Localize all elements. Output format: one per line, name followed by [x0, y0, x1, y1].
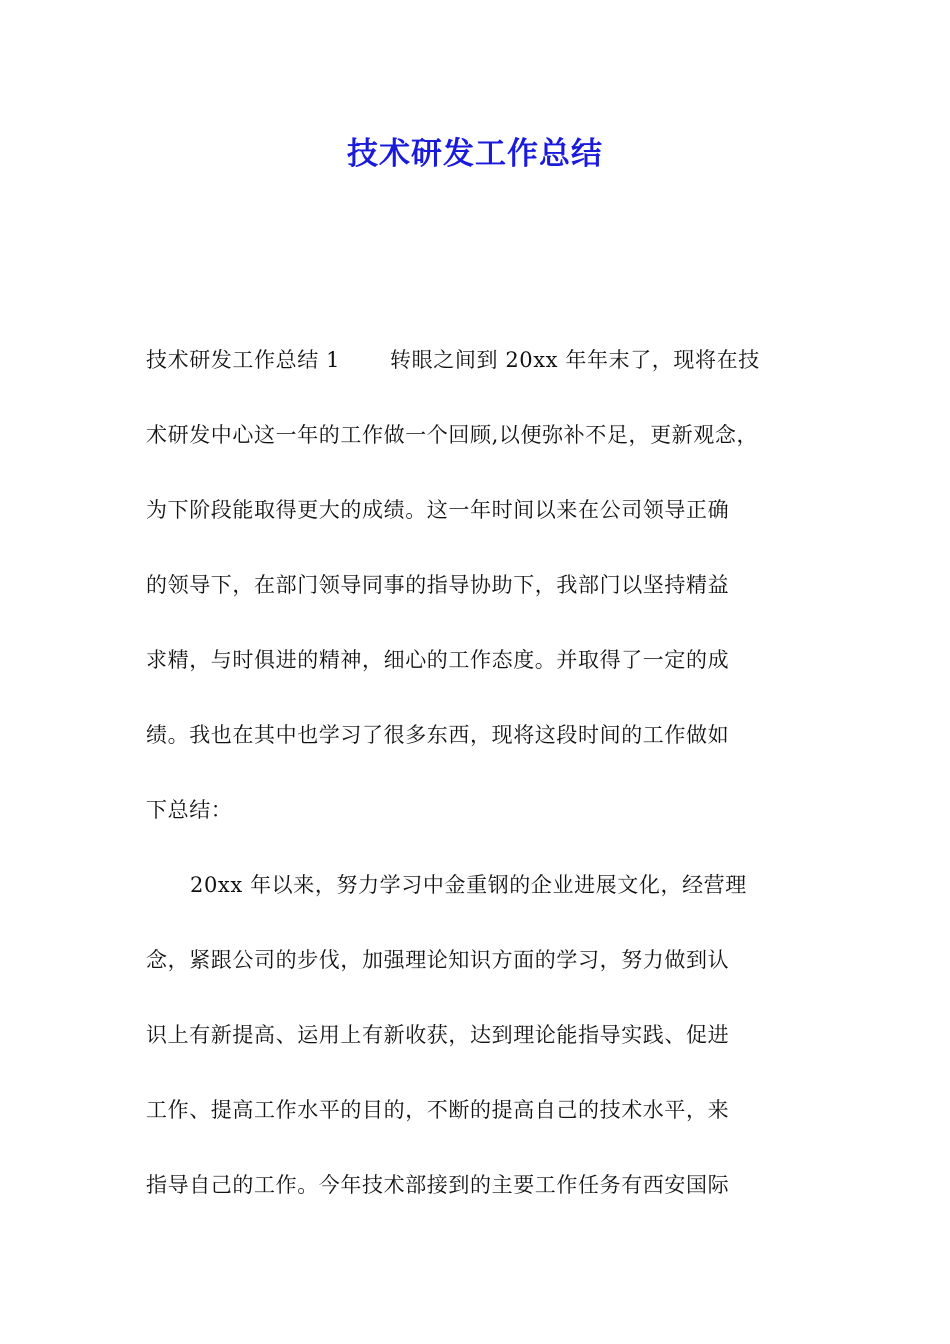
document-body [146, 340, 808, 1240]
paragraph-1-line-3: 为下阶段能取得更大的成绩。这一年时间以来在公司领导正确 [146, 498, 730, 522]
paragraph-1-line-4: 的领导下，在部门领导同事的指导协助下，我部门以坚持精益 [146, 573, 730, 597]
paragraph-1-line-6: 绩。我也在其中也学习了很多东西，现将这段时间的工作做如 [146, 723, 730, 747]
paragraph-2-line-3: 识上有新提高、运用上有新收获，达到理论能指导实践、促进 [146, 1023, 730, 1047]
paragraph-2-line-5: 指导自己的工作。今年技术部接到的主要工作任务有西安国际 [146, 1173, 730, 1197]
paragraph-1-line-1 [146, 340, 808, 415]
paragraph-2-line-2: 念，紧跟公司的步伐，加强理论知识方面的学习，努力做到认 [146, 948, 730, 972]
paragraph-text: 转眼之间到 20xx 年年末了，现将在技 [390, 348, 760, 372]
paragraph-1-line-7: 下总结： [146, 798, 233, 822]
paragraph-1-line-5: 求精，与时俱进的精神，细心的工作态度。并取得了一定的成 [146, 648, 730, 672]
document-title: 技术研发工作总结 [347, 136, 603, 172]
paragraph-2-line-4: 工作、提高工作水平的目的，不断的提高自己的技术水平，来 [146, 1098, 730, 1122]
section-heading: 技术研发工作总结 1 [146, 348, 341, 372]
paragraph-2-line-1: 20xx 年以来，努力学习中金重钢的企业进展文化，经营理 [190, 873, 747, 897]
paragraph-1-line-2: 术研发中心这一年的工作做一个回顾,以便弥补不足，更新观念， [146, 423, 759, 447]
